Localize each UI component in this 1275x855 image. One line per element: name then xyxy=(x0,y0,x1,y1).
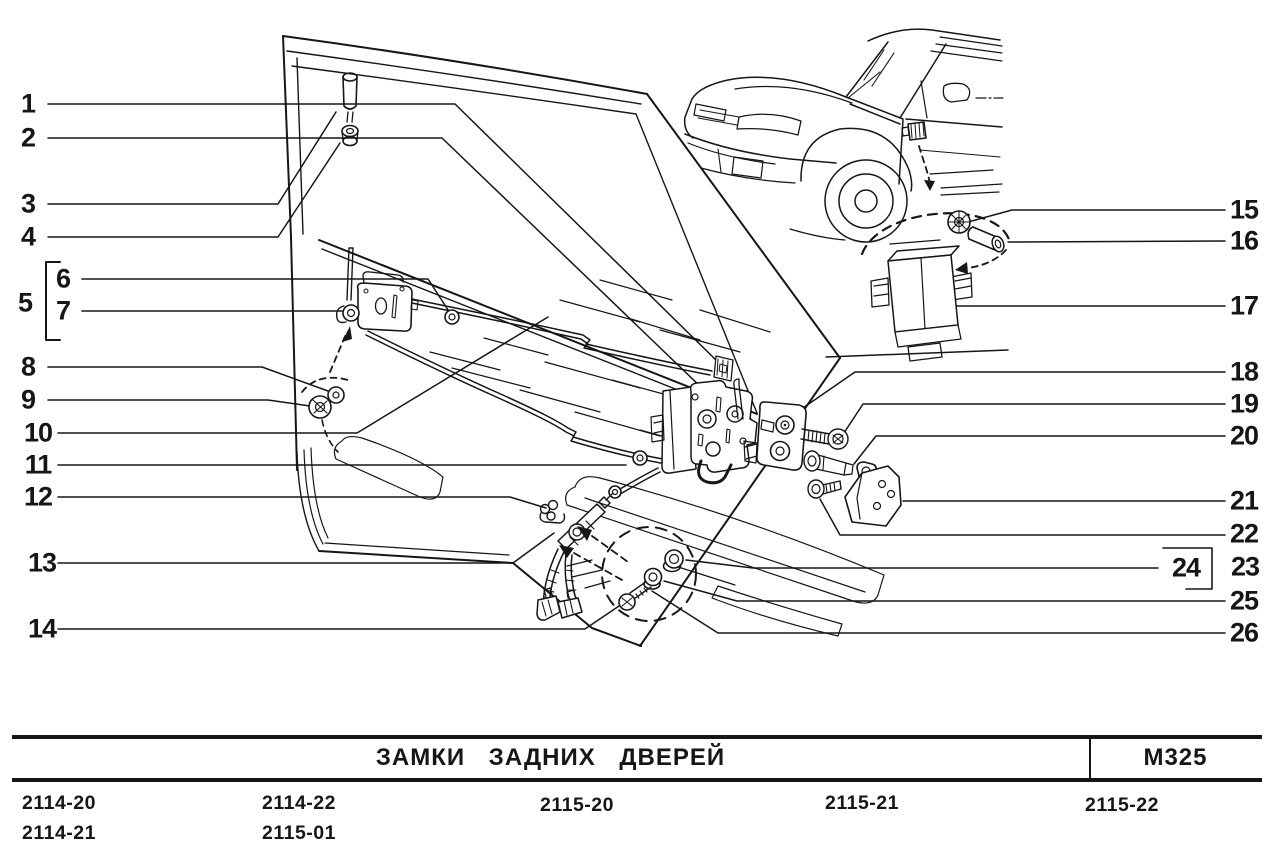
striker-bolt xyxy=(801,429,848,449)
module-detail xyxy=(862,211,1010,361)
fastener-detail-circle xyxy=(602,527,696,621)
rod-clip xyxy=(540,501,564,524)
callout-5: 5 xyxy=(17,287,33,318)
sleeve-16 xyxy=(968,227,1006,253)
screw-14 xyxy=(619,581,651,610)
callout-24: 24 xyxy=(1171,552,1201,583)
car-lock-position xyxy=(902,122,935,191)
inner-handle-assembly xyxy=(337,248,418,331)
callout-26: 26 xyxy=(1229,617,1259,648)
rod-end-clip xyxy=(714,356,733,381)
bushing-26 xyxy=(664,550,684,572)
callout-17: 17 xyxy=(1229,290,1259,321)
model-2115-20: 2115-20 xyxy=(540,794,614,816)
callout-20: 20 xyxy=(1229,420,1259,451)
callout-13: 13 xyxy=(27,547,57,578)
model-2115-22: 2115-22 xyxy=(1085,794,1159,816)
star-washer-15 xyxy=(948,211,970,233)
callout-3: 3 xyxy=(20,188,36,219)
lock-wedge xyxy=(845,462,901,526)
stepped-bolt xyxy=(804,451,853,475)
door-outline xyxy=(283,36,840,646)
section-code: М325 xyxy=(1143,744,1208,771)
model-2115-01: 2115-01 xyxy=(262,822,336,844)
car-sketch xyxy=(685,29,1008,357)
bushing-25 xyxy=(644,569,662,590)
control-module-17 xyxy=(871,246,972,361)
callout-7: 7 xyxy=(55,295,71,326)
model-2114-22: 2114-22 xyxy=(262,792,336,814)
callout-18: 18 xyxy=(1229,356,1259,387)
callout-23: 23 xyxy=(1230,551,1260,582)
callout-11: 11 xyxy=(24,449,52,480)
callout-6: 6 xyxy=(55,263,71,294)
callout-15: 15 xyxy=(1229,194,1259,225)
model-2115-21: 2115-21 xyxy=(825,792,899,814)
button-bushing xyxy=(342,126,358,146)
callout-14: 14 xyxy=(27,613,57,644)
callout-1: 1 xyxy=(20,88,36,119)
callout-2: 2 xyxy=(20,122,36,153)
lock-assembly xyxy=(651,379,757,483)
callout-9: 9 xyxy=(20,384,36,415)
callout-4: 4 xyxy=(20,221,36,252)
section-title: ЗАМКИ ЗАДНИХ ДВЕРЕЙ xyxy=(375,744,726,771)
callout-19: 19 xyxy=(1229,388,1259,419)
callout-12: 12 xyxy=(23,481,53,512)
callout-10: 10 xyxy=(23,417,53,448)
model-2114-21: 2114-21 xyxy=(22,822,96,844)
model-2114-20: 2114-20 xyxy=(22,792,96,814)
wedge-screw xyxy=(808,480,841,498)
callout-25: 25 xyxy=(1229,585,1259,616)
callout-8: 8 xyxy=(20,351,36,382)
lock-button-rod xyxy=(343,73,357,122)
callout-22: 22 xyxy=(1229,518,1259,549)
callout-21: 21 xyxy=(1229,485,1259,516)
callout-16: 16 xyxy=(1229,225,1259,256)
handle-arrow xyxy=(330,326,352,372)
leader-lines xyxy=(48,104,1225,633)
